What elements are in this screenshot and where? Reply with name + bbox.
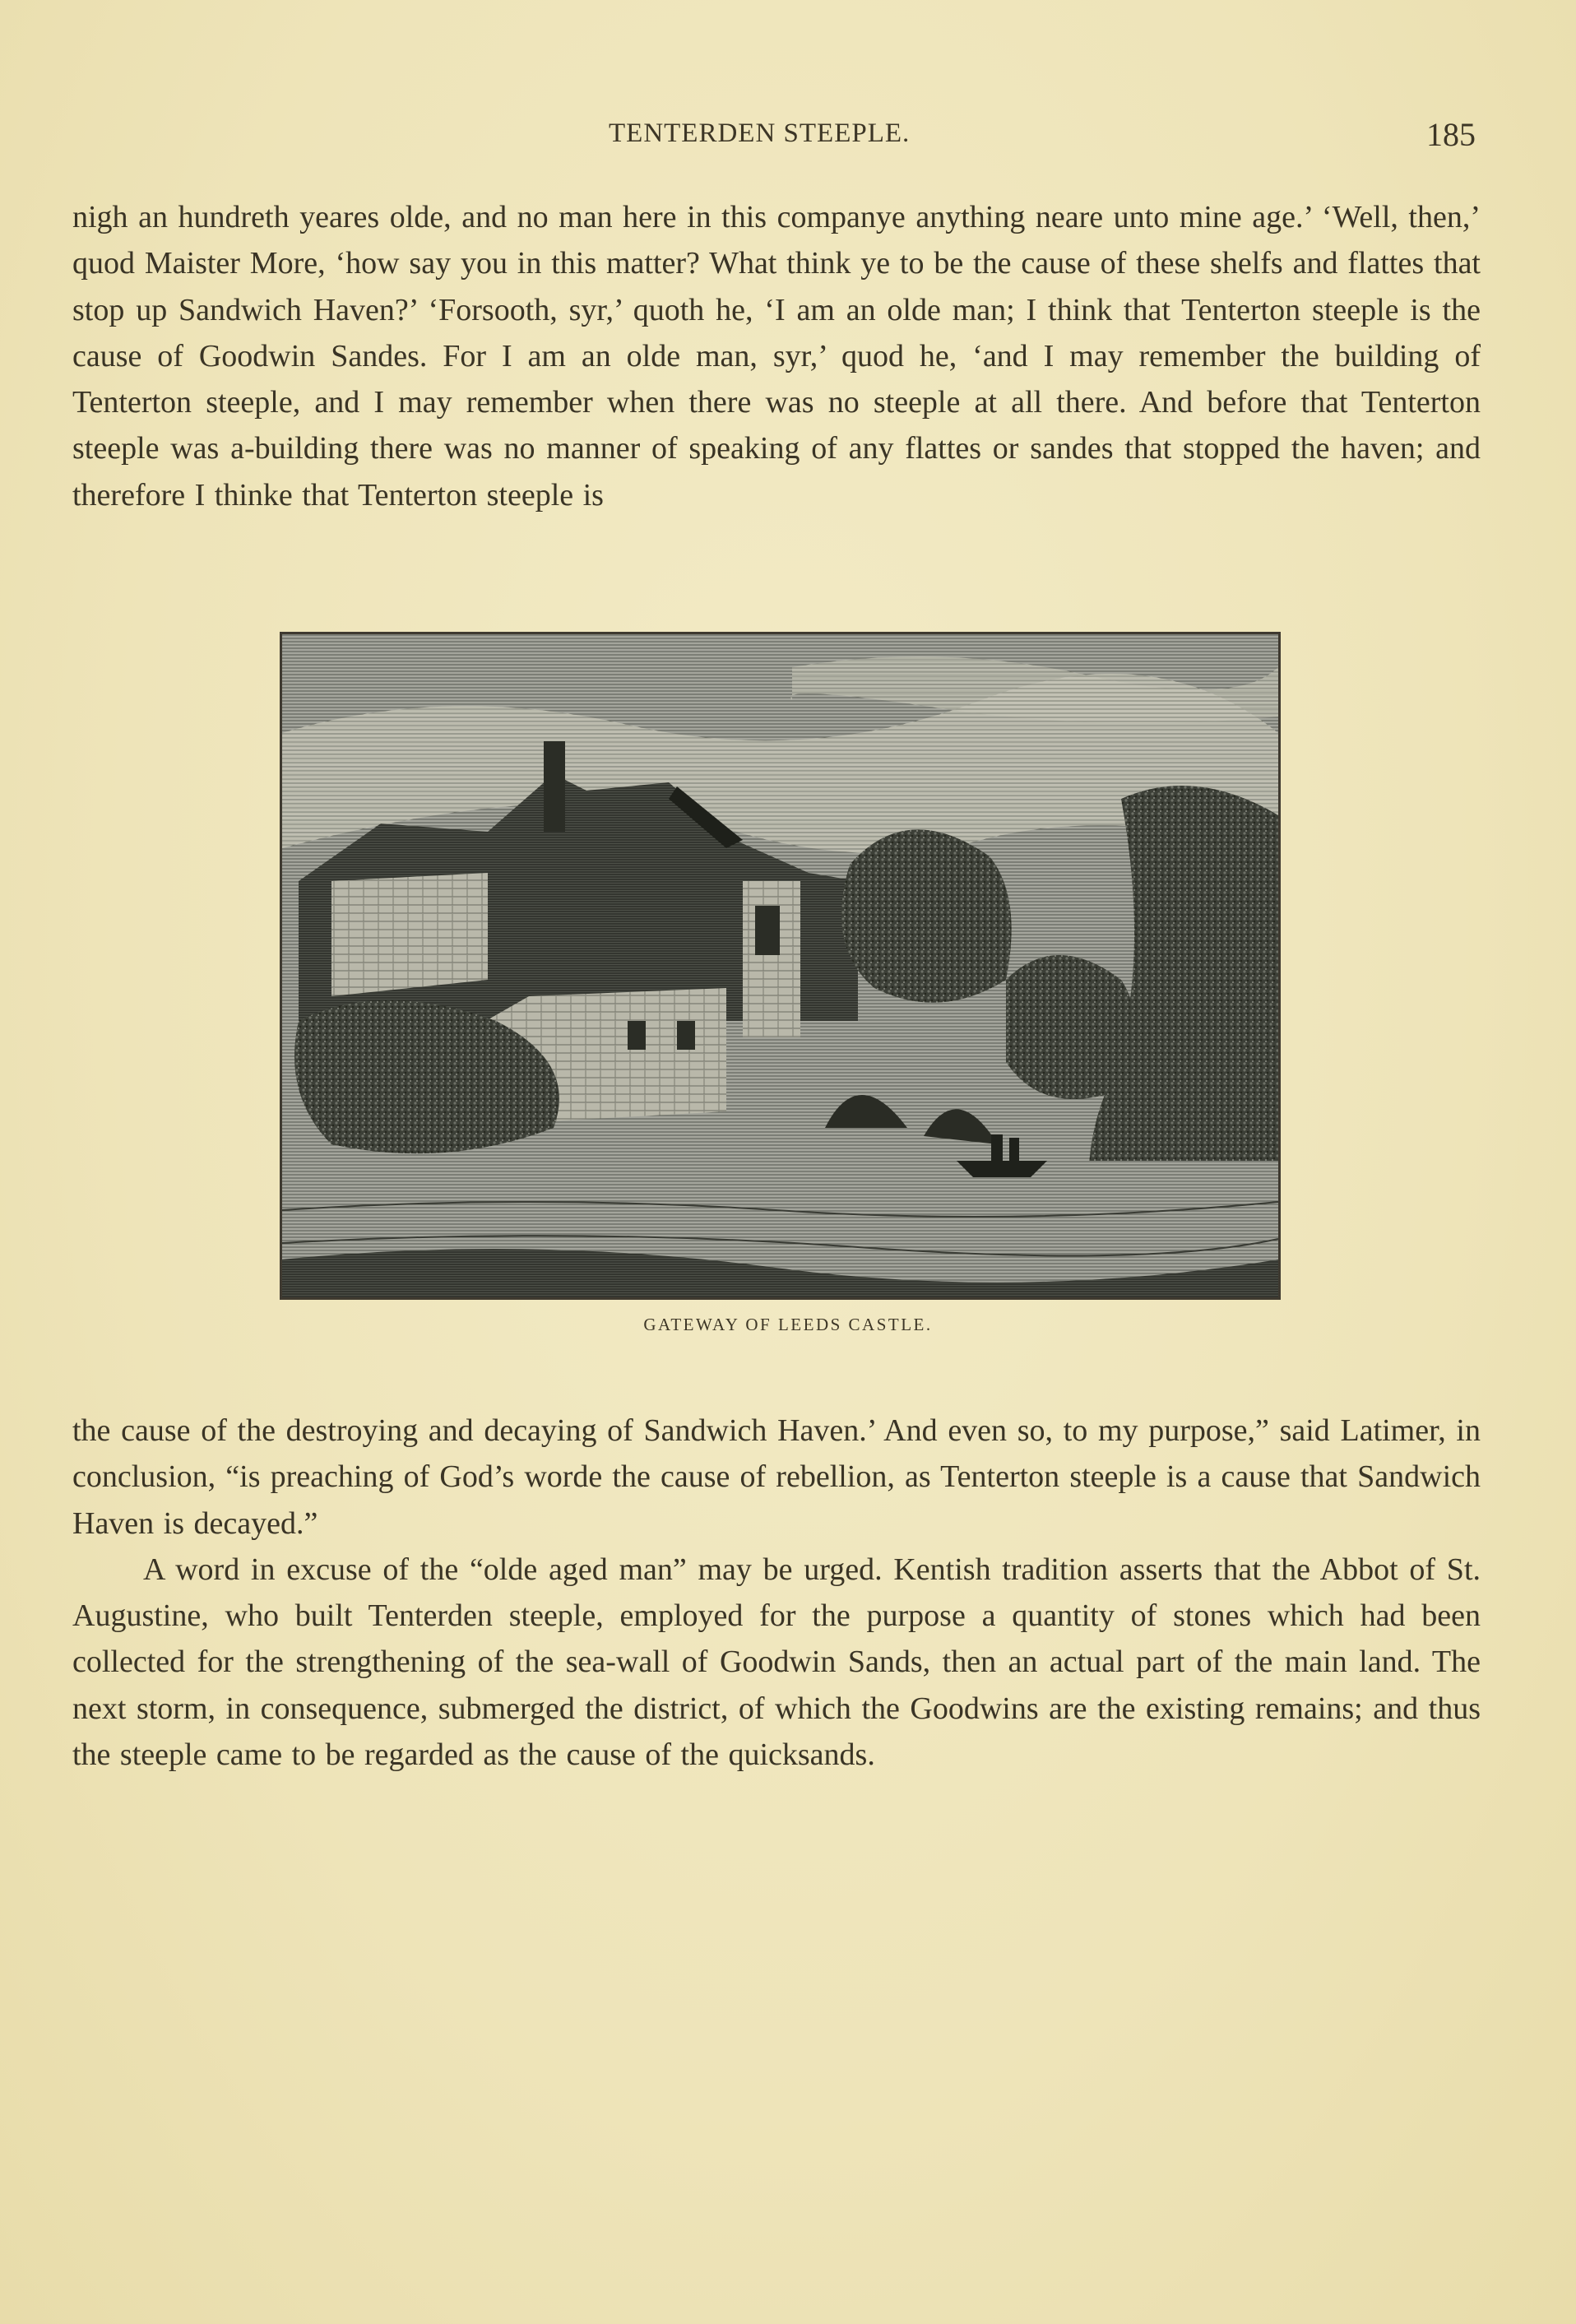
running-title: TENTERDEN STEEPLE.: [609, 118, 911, 148]
paragraph-excuse: A word in excuse of the “olde aged man” may be urged. Kentish tradition asserts that the Abbot of St. Augustine, who built Tenterden steeple, employed for the purpose a quantity of stones which had been collected for the strengthening of the sea-wall of Goodwin Sands, then an actual part of the main land. The next storm, in consequence, submerged the district, of which the Goodwins are the existing remains; and thus the steeple came to be regarded as the cause of the quicksands.: [72, 1552, 1481, 1773]
running-header: [0, 115, 1576, 156]
body-text-bottom: [72, 1408, 1481, 1778]
illustration-caption: GATEWAY OF LEEDS CASTLE.: [643, 1315, 933, 1334]
page-number: 185: [1426, 116, 1476, 153]
paragraph-conclusion: the cause of the destroying and decaying of Sandwich Haven.’ And even so, to my purpose,” said Latimer, in conclusion, “is preaching of God’s worde the cause of rebellion, as Tenterton steeple is a cause that Sandwich Haven is decayed.”: [72, 1413, 1481, 1541]
engraving-illustration: [280, 632, 1281, 1300]
body-text-top: [72, 194, 1481, 518]
paragraph-continued: nigh an hundreth yeares olde, and no man here in this companye anything neare unto mine age.’ ‘Well, then,’ quod Maister More, ‘how say you in this matter? What think ye to be the cause of these shelfs and flattes that stop up Sandwich Haven?’ ‘Forsooth, syr,’ quoth he, ‘I am an olde man; I think that Tenterton steeple is the cause of Goodwin Sandes. For I am an olde man, syr,’ quod he, ‘and I may remember the building of Tenterton steeple, and I may remember when there was no steeple at all there. And before that Tenterton steeple was a-building there was no manner of speaking of any flattes or sandes that stopped the haven; and therefore I thinke that Tenterton steeple is: [72, 200, 1481, 513]
engraving-gateway-of-leeds-castle: [282, 634, 1278, 1297]
